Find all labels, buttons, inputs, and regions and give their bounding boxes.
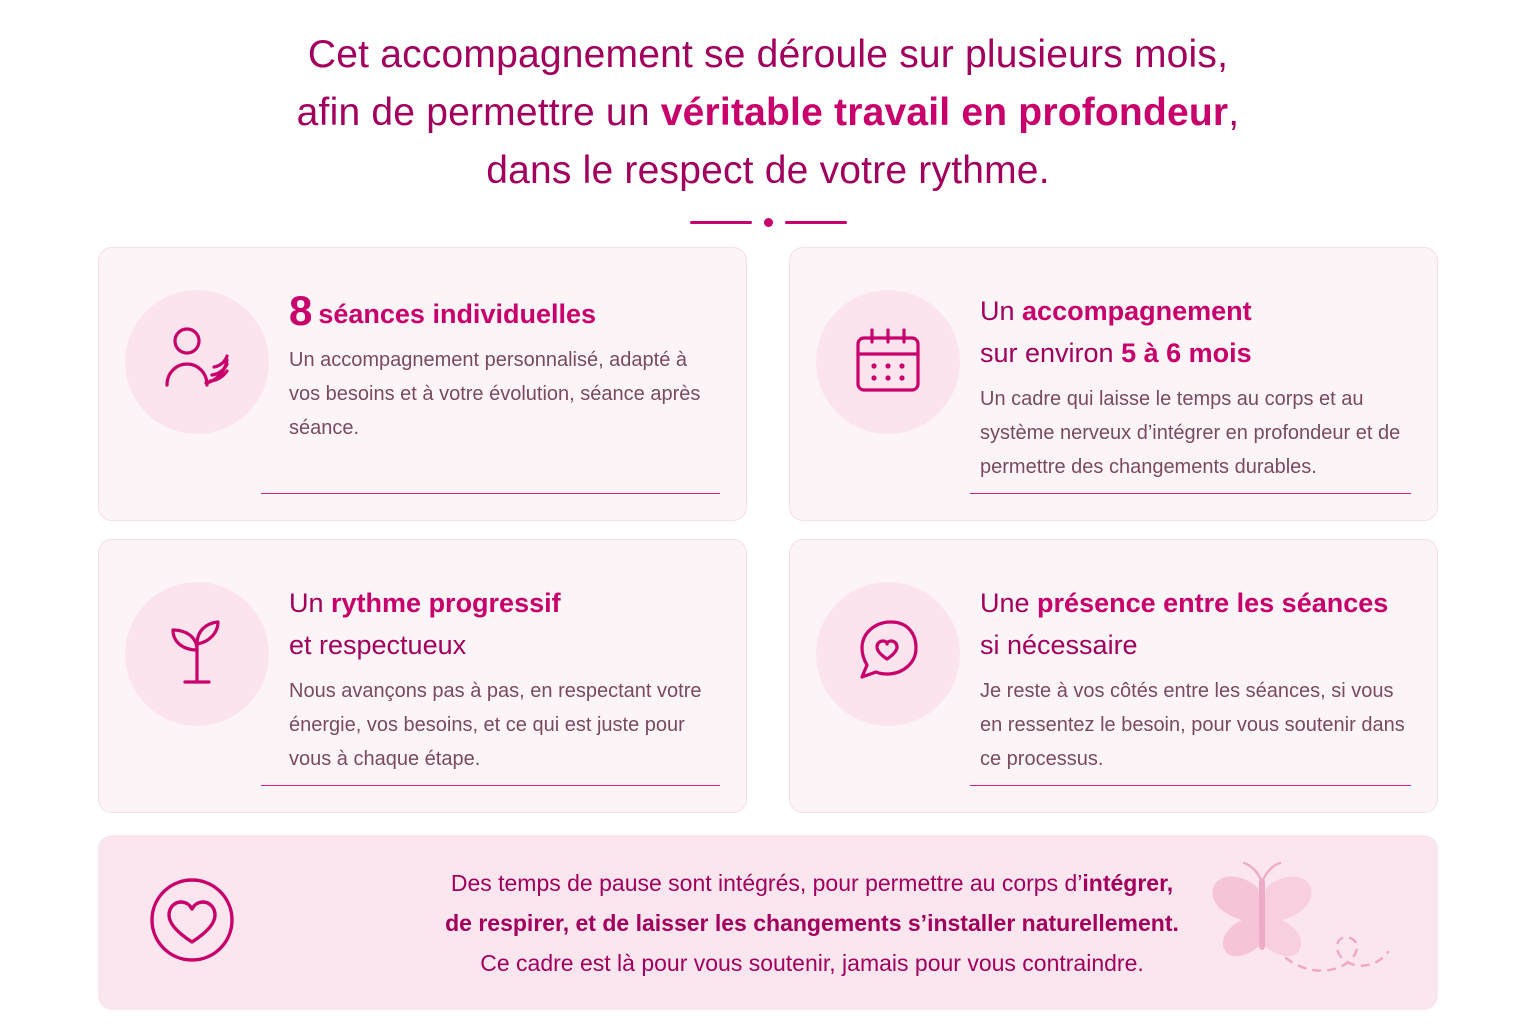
divider-ornament xyxy=(0,218,1536,227)
card-duration-title-prefix: Un xyxy=(980,296,1023,326)
page-title-line-3: dans le respect de votre rythme. xyxy=(486,149,1050,192)
card-sessions-title-highlight: séances individuelles xyxy=(318,299,596,329)
person-leaf-icon xyxy=(154,317,240,408)
card-presence-body xyxy=(960,568,1411,776)
card-duration-description: Un cadre qui laisse le temps au corps et au système nerveux d’intégrer en profondeur et de permettre des changements durables. xyxy=(980,388,1401,478)
card-rhythm-title-line-1 xyxy=(289,582,720,624)
card-presence-title-line-2: si nécessaire xyxy=(980,630,1138,660)
card-presence-description: Je reste à vos côtés entre les séances, si vous en ressentez le besoin, pour vous soutenir dans ce processus. xyxy=(980,680,1405,770)
card-duration-title-line-2 xyxy=(980,332,1411,374)
page-title-line-2 xyxy=(0,84,1536,142)
card-presence-icon-wrap xyxy=(816,582,960,726)
card-duration-title xyxy=(980,290,1411,374)
card-sessions-body xyxy=(269,276,720,445)
card-presence-title-line-1 xyxy=(980,582,1411,624)
footer-banner xyxy=(98,835,1438,1010)
card-presence-title-prefix: Une xyxy=(980,588,1038,618)
card-rhythm-description: Nous avançons pas à pas, en respectant votre énergie, vos besoins, et ce qui est juste pour vous à chaque étape. xyxy=(289,680,702,770)
card-rhythm-rule xyxy=(261,785,720,786)
plant-sprout-icon xyxy=(155,610,239,699)
card-presence xyxy=(789,539,1438,813)
page-title-line-2-suffix: , xyxy=(1228,91,1240,134)
banner-text xyxy=(246,863,1408,983)
banner-line-3: Ce cadre est là pour vous soutenir, jamais pour vous contraindre. xyxy=(480,949,1144,976)
divider-bar-right xyxy=(785,221,847,224)
cards-grid xyxy=(0,247,1536,813)
card-duration-title-second-prefix: sur environ xyxy=(980,338,1122,368)
card-rhythm-icon-wrap xyxy=(125,582,269,726)
card-presence-title xyxy=(980,582,1411,666)
card-duration-icon-wrap xyxy=(816,290,960,434)
calendar-icon xyxy=(846,318,930,407)
banner-icon-wrap xyxy=(138,869,246,977)
card-presence-title-highlight: présence entre les séances xyxy=(1037,588,1389,618)
heart-circle-icon xyxy=(140,868,244,977)
card-duration-title-second-highlight: 5 à 6 mois xyxy=(1121,338,1252,368)
card-rhythm-title xyxy=(289,582,720,666)
banner-line-2: de respirer, et de laisser les changements s’installer naturellement. xyxy=(445,909,1179,936)
card-duration-title-highlight: accompagnement xyxy=(1022,296,1252,326)
banner-line-1-normal: Des temps de pause sont intégrés, pour permettre au corps d’ xyxy=(450,869,1083,896)
card-rhythm-title-highlight: rythme progressif xyxy=(331,588,561,618)
card-duration-title-line-1 xyxy=(980,290,1411,332)
page-title-line-1: Cet accompagnement se déroule sur plusieurs mois, xyxy=(307,33,1229,76)
card-sessions-rule xyxy=(261,493,720,494)
card-duration xyxy=(789,247,1438,521)
card-presence-rule xyxy=(970,785,1411,786)
card-rhythm xyxy=(98,539,747,813)
card-sessions xyxy=(98,247,747,521)
page-title-line-2-prefix: afin de permettre un xyxy=(296,91,661,134)
card-sessions-description: Un accompagnement personnalisé, adapté à vos besoins et à votre évolution, séance après séance. xyxy=(289,349,701,439)
divider-dot xyxy=(764,218,773,227)
card-rhythm-body xyxy=(269,568,720,776)
card-duration-rule xyxy=(970,493,1411,494)
page-title-emphasis: véritable travail en profondeur xyxy=(660,91,1229,134)
card-sessions-title xyxy=(289,287,720,335)
card-rhythm-title-prefix: Un xyxy=(289,588,332,618)
banner-line-1-strong: intégrer, xyxy=(1082,869,1174,896)
card-sessions-icon-wrap xyxy=(125,290,269,434)
card-rhythm-title-line-2: et respectueux xyxy=(289,630,467,660)
card-duration-body xyxy=(960,276,1411,484)
heart-speech-bubble-icon xyxy=(846,610,930,699)
card-sessions-count: 8 xyxy=(289,287,313,334)
divider-bar-left xyxy=(690,221,752,224)
page-title xyxy=(0,0,1536,200)
banner-line-1 xyxy=(266,863,1358,903)
